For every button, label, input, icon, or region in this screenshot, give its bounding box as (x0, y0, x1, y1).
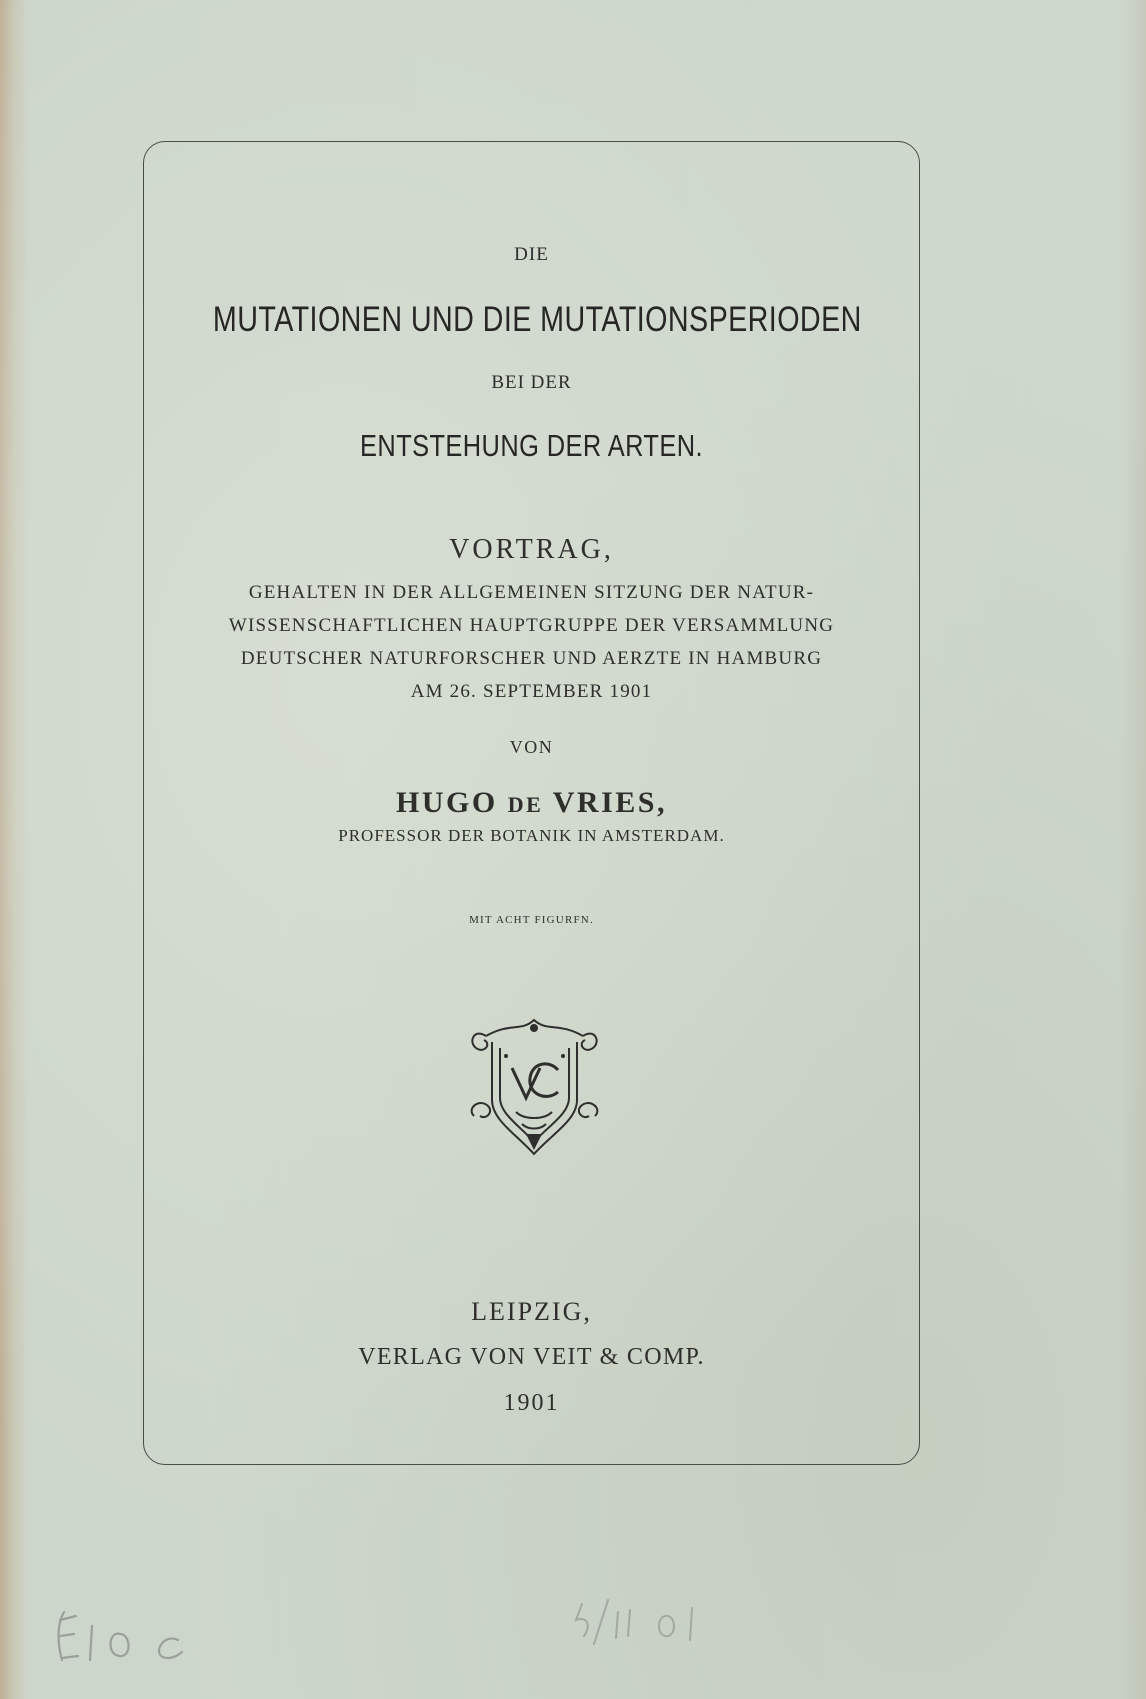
figures-note: MIT ACHT FIGURFN. (469, 914, 594, 926)
subtitle-line-2: WISSENSCHAFTLICHEN HAUPTGRUPPE DER VERSAMMLUNG (228, 615, 835, 636)
main-title: MUTATIONEN UND DIE MUTATIONSPERIODEN (212, 300, 862, 339)
author-affiliation: PROFESSOR DER BOTANIK IN AMSTERDAM. (338, 826, 725, 845)
publication-year: 1901 (503, 1390, 560, 1416)
title-connector: BEI DER (491, 372, 572, 393)
second-title: ENTSTEHUNG DER ARTEN. (360, 428, 703, 463)
by-line: VON (509, 737, 554, 757)
lecture-heading: VORTRAG, (449, 534, 614, 565)
subtitle-line-3: DEUTSCHER NATURFORSCHER UND AERZTE IN HAMBURG (240, 648, 823, 669)
publisher-emblem-icon (466, 1012, 603, 1160)
subtitle-line-4: AM 26. SEPTEMBER 1901 (410, 681, 653, 702)
author-first-name: HUGO (396, 786, 508, 819)
pencil-annotation-right (572, 1594, 707, 1654)
author-last-name: VRIES, (543, 786, 667, 819)
pencil-annotation-right-text (0, 0, 3, 1)
publisher-name: VERLAG VON VEIT & COMP. (358, 1344, 705, 1370)
pencil-annotation-left (50, 1606, 190, 1666)
publication-city: LEIPZIG, (471, 1297, 592, 1326)
author-name (143, 786, 920, 820)
author-particle: DE (507, 792, 544, 817)
title-article: DIE (514, 244, 549, 265)
subtitle-line-1: GEHALTEN IN DER ALLGEMEINEN SITZUNG DER NATUR- (248, 582, 815, 603)
